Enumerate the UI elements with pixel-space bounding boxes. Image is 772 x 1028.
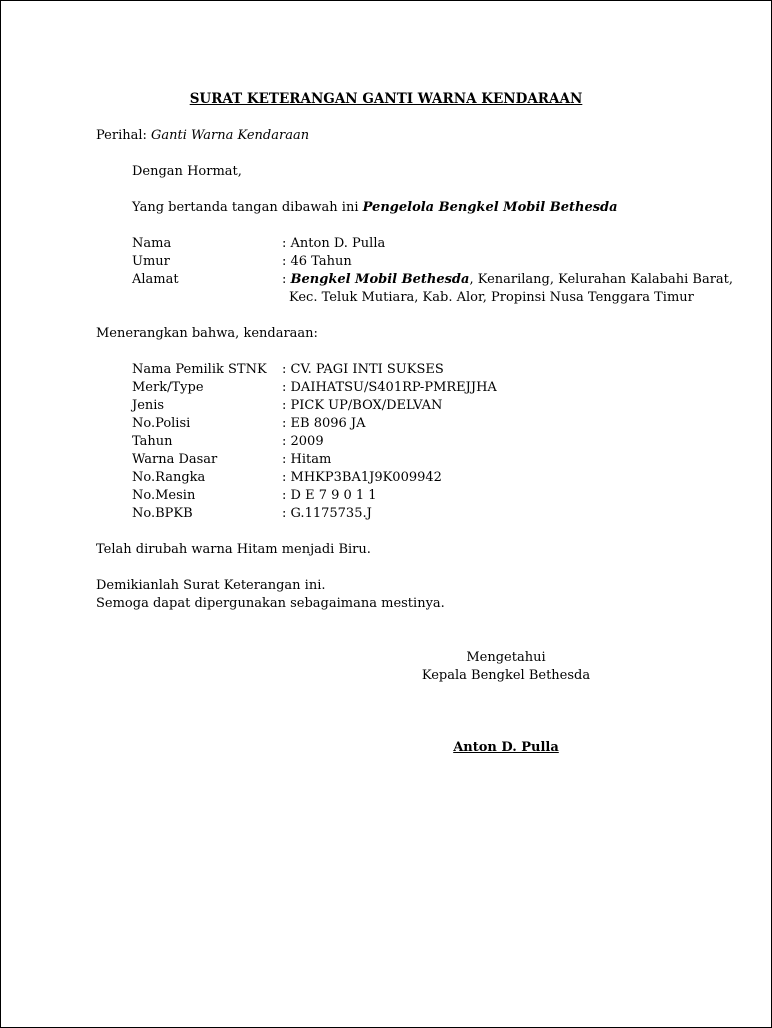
vehicle-label-jenis: Jenis <box>132 398 165 413</box>
alamat-prefix: : <box>282 272 291 287</box>
alamat-rest: , Kenarilang, Kelurahan Kalabahi Barat, <box>469 272 734 287</box>
field-value-alamat <box>282 271 733 289</box>
greeting: Dengan Hormat, <box>132 164 242 179</box>
vehicle-label-bpkb: No.BPKB <box>132 506 193 521</box>
vehicle-value-bpkb: : G.1175735.J <box>282 506 372 521</box>
vehicle-value-polisi: : EB 8096 JA <box>282 416 366 431</box>
signer-name: Anton D. Pulla <box>453 740 559 755</box>
ack-position: Kepala Bengkel Bethesda <box>421 668 591 683</box>
intro-emphasis: Pengelola Bengkel Mobil Bethesda <box>362 200 618 215</box>
vehicle-label-polisi: No.Polisi <box>132 416 191 431</box>
closing-line-2: Semoga dapat dipergunakan sebagaimana mestinya. <box>96 596 445 611</box>
subject-value: Ganti Warna Kendaraan <box>151 128 310 143</box>
change-statement: Telah dirubah warna Hitam menjadi Biru. <box>96 542 371 557</box>
vehicle-label-mesin: No.Mesin <box>132 488 196 503</box>
vehicle-intro: Menerangkan bahwa, kendaraan: <box>96 326 318 341</box>
vehicle-value-merk: : DAIHATSU/S401RP-PMREJJHA <box>282 380 497 395</box>
vehicle-value-jenis: : PICK UP/BOX/DELVAN <box>282 398 443 413</box>
vehicle-value-mesin: : D E 7 9 0 1 1 <box>282 488 377 503</box>
intro-line <box>132 199 618 217</box>
field-label-umur: Umur <box>132 254 170 269</box>
ack-label: Mengetahui <box>466 650 546 665</box>
field-label-nama: Nama <box>132 236 172 251</box>
vehicle-value-warna: : Hitam <box>282 452 332 467</box>
field-value-nama: : Anton D. Pulla <box>282 236 386 251</box>
vehicle-label-rangka: No.Rangka <box>132 470 206 485</box>
field-label-alamat: Alamat <box>132 272 179 287</box>
field-value-alamat-line2: Kec. Teluk Mutiara, Kab. Alor, Propinsi Nusa Tenggara Timur <box>289 290 694 305</box>
alamat-emphasis: Bengkel Mobil Bethesda <box>290 272 470 287</box>
field-value-umur: : 46 Tahun <box>282 254 352 269</box>
vehicle-label-warna: Warna Dasar <box>132 452 218 467</box>
vehicle-value-tahun: : 2009 <box>282 434 324 449</box>
vehicle-label-tahun: Tahun <box>132 434 173 449</box>
closing-line-1: Demikianlah Surat Keterangan ini. <box>96 578 326 593</box>
vehicle-label-merk: Merk/Type <box>132 380 204 395</box>
intro-prefix: Yang bertanda tangan dibawah ini <box>132 200 359 215</box>
letter-title: SURAT KETERANGAN GANTI WARNA KENDARAAN <box>189 91 583 107</box>
vehicle-value-rangka: : MHKP3BA1J9K009942 <box>282 470 442 485</box>
subject-line <box>96 127 309 145</box>
vehicle-label-pemilik: Nama Pemilik STNK <box>132 362 267 377</box>
subject-label: Perihal: <box>96 128 147 143</box>
vehicle-value-pemilik: : CV. PAGI INTI SUKSES <box>282 362 444 377</box>
